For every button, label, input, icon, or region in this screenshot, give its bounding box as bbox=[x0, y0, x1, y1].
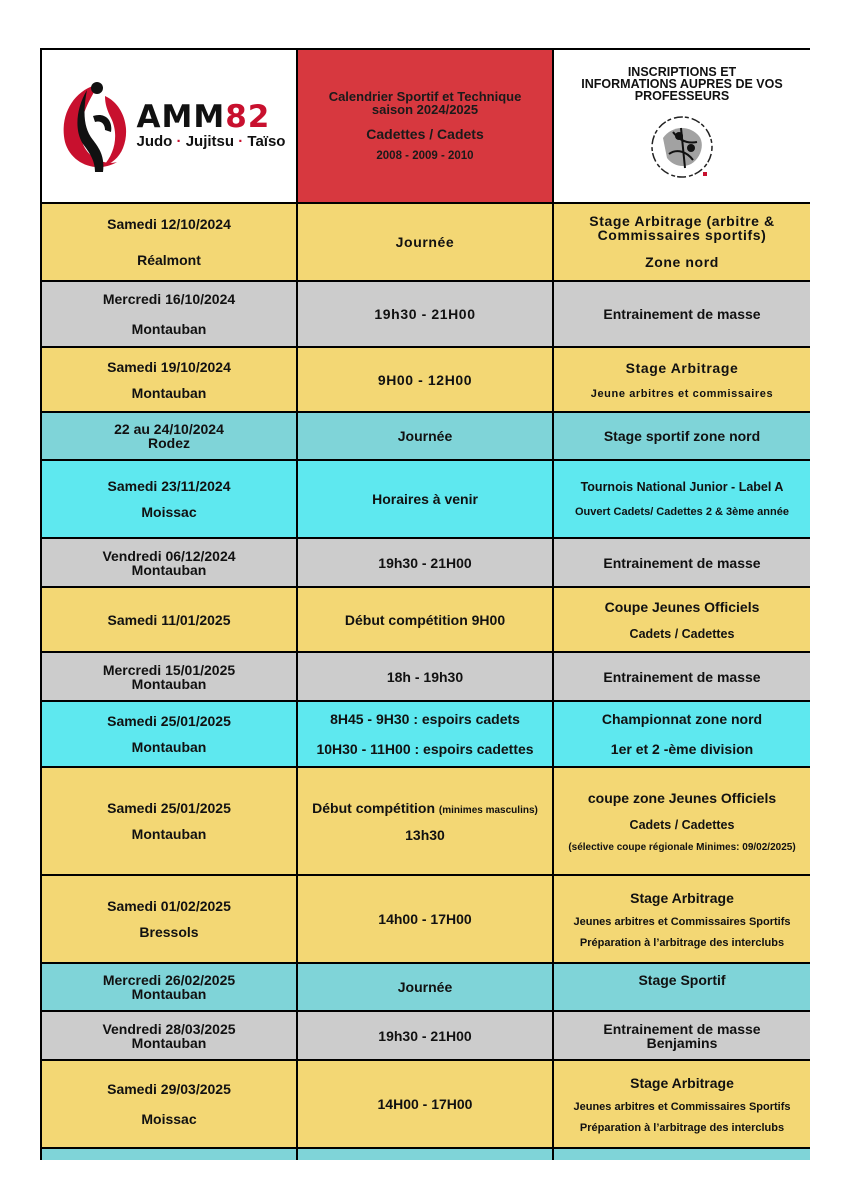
table-row bbox=[41, 281, 810, 347]
event-date: Mercredi 26/02/2025 bbox=[102, 972, 236, 988]
event-time: Horaires à venir bbox=[372, 491, 478, 507]
event-time: 8H45 - 9H30 : espoirs cadets bbox=[330, 711, 520, 727]
event-time-secondary: 13h30 bbox=[405, 826, 445, 843]
date-cell bbox=[41, 875, 297, 963]
event-date: Samedi 25/01/2025 bbox=[107, 713, 231, 729]
event-time: Début compétition (minimes masculins) bbox=[312, 799, 538, 816]
event-cell bbox=[553, 281, 810, 347]
time-cell bbox=[297, 1011, 553, 1060]
event-detail-secondary: Préparation à l’arbitrage des interclubs bbox=[579, 1121, 785, 1134]
event-time: Journée bbox=[395, 234, 455, 250]
date-cell bbox=[41, 1060, 297, 1148]
event-cell bbox=[553, 875, 810, 963]
event-time: 19h30 - 21H00 bbox=[378, 554, 472, 571]
event-place: Montauban bbox=[131, 561, 207, 578]
date-cell bbox=[41, 203, 297, 281]
event-title: Stage Arbitrage bbox=[630, 889, 734, 906]
table-row bbox=[41, 460, 810, 538]
event-place: Rodez bbox=[148, 435, 190, 451]
time-cell bbox=[297, 412, 553, 460]
calendar-table bbox=[40, 48, 810, 1160]
event-cell bbox=[553, 203, 810, 281]
table-row-partial bbox=[41, 1148, 810, 1160]
table-row bbox=[41, 767, 810, 875]
ink-judo-illustration bbox=[643, 108, 721, 186]
date-cell bbox=[41, 652, 297, 701]
time-cell bbox=[297, 1148, 553, 1160]
event-title: Stage Arbitrage (arbitre & Commissaires sportifs) bbox=[589, 213, 775, 243]
event-cell bbox=[553, 412, 810, 460]
date-cell bbox=[41, 1011, 297, 1060]
event-title: Stage sportif zone nord bbox=[603, 428, 761, 444]
time-cell bbox=[297, 1060, 553, 1148]
event-date: Mercredi 16/10/2024 bbox=[102, 291, 236, 307]
time-cell bbox=[297, 963, 553, 1011]
event-date: Samedi 19/10/2024 bbox=[107, 358, 231, 375]
category-label: Cadettes / Cadets bbox=[366, 125, 484, 142]
brand-subtitle: Judo · Jujitsu · Taïso bbox=[136, 133, 286, 150]
event-date: Vendredi 06/12/2024 bbox=[102, 547, 236, 564]
calendar-sheet bbox=[40, 48, 810, 1160]
event-place: Montauban bbox=[131, 826, 207, 842]
time-cell bbox=[297, 347, 553, 412]
time-cell bbox=[297, 460, 553, 538]
header-info-cell bbox=[553, 49, 810, 203]
info-line-2: INFORMATIONS AUPRES DE VOS bbox=[581, 77, 783, 91]
date-cell bbox=[41, 460, 297, 538]
event-cell bbox=[553, 587, 810, 652]
date-cell bbox=[41, 281, 297, 347]
event-place: Montauban bbox=[131, 739, 207, 755]
time-cell bbox=[297, 281, 553, 347]
table-row bbox=[41, 652, 810, 701]
event-time: Début compétition 9H00 bbox=[344, 611, 506, 628]
event-title: Stage Sportif bbox=[638, 972, 726, 988]
event-title: Coupe Jeunes Officiels bbox=[604, 598, 760, 615]
event-date: Mercredi 15/01/2025 bbox=[102, 661, 236, 678]
event-date: Samedi 23/11/2024 bbox=[107, 478, 231, 494]
judoka-logo-icon bbox=[53, 76, 133, 176]
event-date: Samedi 01/02/2025 bbox=[107, 898, 231, 914]
time-cell bbox=[297, 875, 553, 963]
event-detail: Jeunes arbitres et Commissaires Sportifs bbox=[573, 1100, 791, 1113]
calendar-title: Calendrier Sportif et Technique bbox=[328, 88, 522, 104]
event-date: Samedi 12/10/2024 bbox=[107, 216, 231, 232]
event-title: Championnat zone nord bbox=[601, 711, 763, 727]
time-cell bbox=[297, 701, 553, 767]
event-time: 14h00 - 17H00 bbox=[378, 911, 472, 927]
event-title-secondary: Benjamins bbox=[646, 1034, 718, 1051]
event-time: 18h - 19h30 bbox=[386, 668, 464, 685]
event-place: Montauban bbox=[131, 384, 207, 401]
header-row bbox=[41, 49, 810, 203]
event-cell bbox=[553, 1060, 810, 1148]
table-row bbox=[41, 538, 810, 587]
event-title: Stage Arbitrage bbox=[630, 1074, 734, 1091]
event-title: Tournois National Junior - Label A bbox=[580, 480, 784, 494]
event-date: Samedi 25/01/2025 bbox=[107, 800, 231, 816]
time-cell bbox=[297, 767, 553, 875]
event-date: 22 au 24/10/2024 bbox=[114, 421, 224, 437]
date-cell bbox=[41, 538, 297, 587]
event-title: Entrainement de masse bbox=[603, 554, 761, 571]
table-row bbox=[41, 203, 810, 281]
event-note: (sélective coupe régionale Minimes: 09/02/2025) bbox=[568, 841, 796, 853]
info-line-1: INSCRIPTIONS ET bbox=[627, 65, 737, 79]
event-time: Journée bbox=[397, 979, 453, 995]
event-detail: Ouvert Cadets/ Cadettes 2 & 3ème année bbox=[575, 506, 789, 518]
event-detail: Cadets / Cadettes bbox=[629, 817, 735, 832]
date-cell bbox=[41, 701, 297, 767]
time-cell bbox=[297, 587, 553, 652]
event-time: 9H00 - 12H00 bbox=[377, 371, 473, 388]
event-title: Entrainement de masse bbox=[603, 668, 761, 685]
date-cell bbox=[41, 1148, 297, 1160]
event-title: Entrainement de masse bbox=[603, 306, 761, 322]
event-time: 19h30 - 21H00 bbox=[374, 306, 476, 322]
brand-name: AMM82 bbox=[136, 99, 271, 135]
table-row bbox=[41, 347, 810, 412]
event-title: Stage Arbitrage bbox=[625, 359, 739, 376]
event-time-secondary: 10H30 - 11H00 : espoirs cadettes bbox=[316, 741, 534, 757]
event-cell bbox=[553, 701, 810, 767]
brand-text bbox=[137, 101, 286, 151]
event-place: Moissac bbox=[141, 504, 197, 520]
event-cell bbox=[553, 1148, 810, 1160]
event-place: Montauban bbox=[131, 1034, 207, 1051]
event-place: Montauban bbox=[131, 675, 207, 692]
event-cell bbox=[553, 538, 810, 587]
event-detail: 1er et 2 -ème division bbox=[610, 741, 754, 757]
event-cell bbox=[553, 460, 810, 538]
event-detail: Jeune arbitres et commissaires bbox=[590, 387, 774, 400]
club-logo bbox=[42, 51, 296, 201]
event-detail-secondary: Préparation à l’arbitrage des interclubs bbox=[579, 936, 785, 949]
birth-years: 2008 - 2009 - 2010 bbox=[376, 149, 474, 162]
table-row bbox=[41, 1060, 810, 1148]
time-cell bbox=[297, 203, 553, 281]
event-cell bbox=[553, 652, 810, 701]
event-detail: Jeunes arbitres et Commissaires Sportifs bbox=[573, 915, 791, 928]
event-date: Samedi 29/03/2025 bbox=[107, 1081, 231, 1097]
event-place: Montauban bbox=[131, 321, 207, 337]
event-detail: Cadets / Cadettes bbox=[629, 626, 735, 641]
table-row bbox=[41, 1011, 810, 1060]
table-row bbox=[41, 587, 810, 652]
table-row bbox=[41, 701, 810, 767]
time-cell bbox=[297, 538, 553, 587]
event-time: Journée bbox=[397, 428, 453, 444]
event-place: Bressols bbox=[139, 924, 199, 940]
event-time: 14H00 - 17H00 bbox=[377, 1096, 473, 1112]
event-time-note: (minimes masculins) bbox=[438, 804, 538, 816]
info-line-3: PROFESSEURS bbox=[634, 89, 730, 103]
event-place: Montauban bbox=[131, 986, 207, 1002]
event-date: Vendredi 28/03/2025 bbox=[102, 1020, 236, 1037]
logo-cell bbox=[41, 49, 297, 203]
date-cell bbox=[41, 412, 297, 460]
event-title: Entrainement de masse bbox=[603, 1020, 761, 1037]
date-cell bbox=[41, 767, 297, 875]
date-cell bbox=[41, 963, 297, 1011]
event-cell bbox=[553, 1011, 810, 1060]
event-time: 19h30 - 21H00 bbox=[378, 1027, 472, 1044]
event-title: coupe zone Jeunes Officiels bbox=[587, 789, 777, 806]
header-title-cell bbox=[297, 49, 553, 203]
table-row bbox=[41, 875, 810, 963]
table-row bbox=[41, 412, 810, 460]
season-label: saison 2024/2025 bbox=[371, 101, 479, 117]
table-row bbox=[41, 963, 810, 1011]
time-cell bbox=[297, 652, 553, 701]
date-cell bbox=[41, 587, 297, 652]
event-place: Réalmont bbox=[137, 252, 201, 268]
event-place: Moissac bbox=[141, 1111, 197, 1127]
event-cell bbox=[553, 347, 810, 412]
event-cell bbox=[553, 963, 810, 1011]
event-detail: Zone nord bbox=[645, 254, 719, 270]
date-cell bbox=[41, 347, 297, 412]
event-date: Samedi 11/01/2025 bbox=[107, 611, 231, 628]
event-cell bbox=[553, 767, 810, 875]
